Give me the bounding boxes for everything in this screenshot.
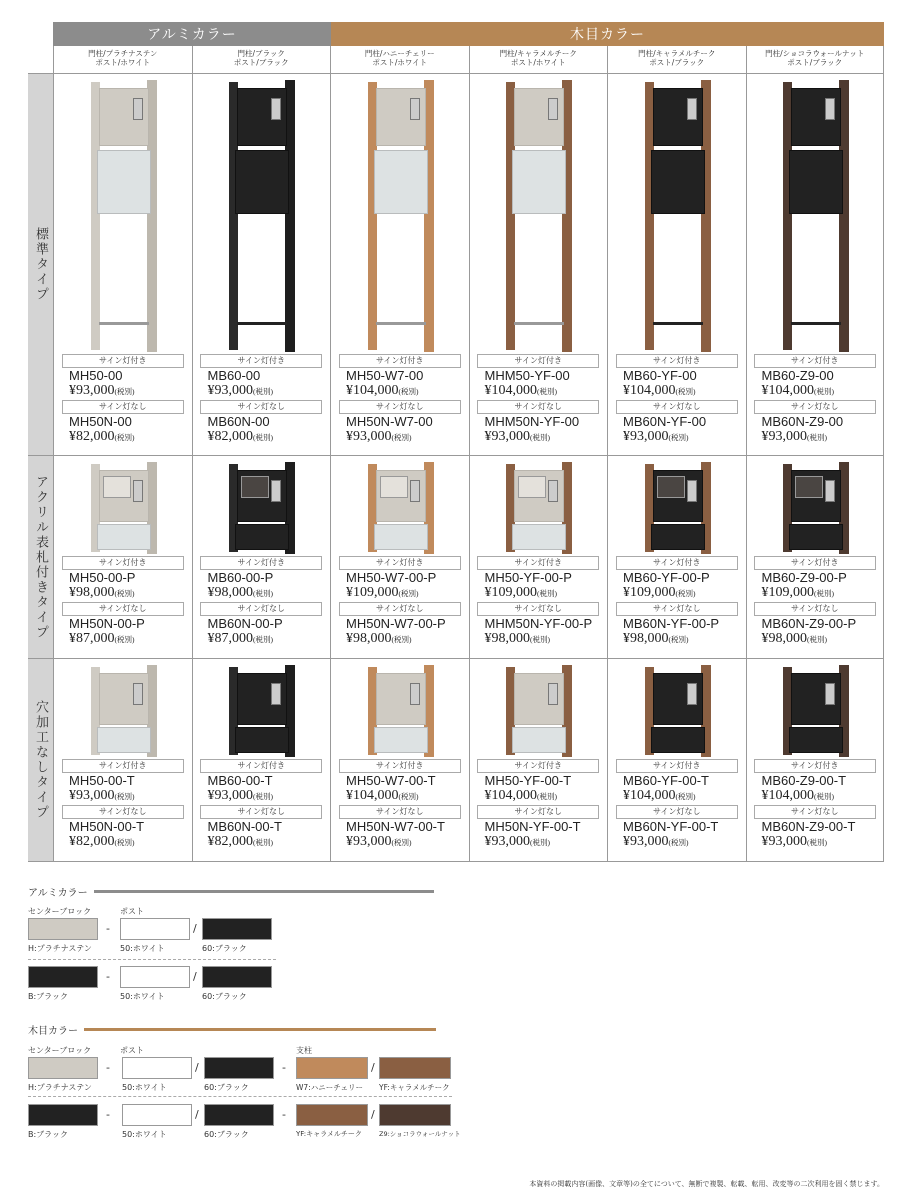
model-number: MB60-YF-00-P (623, 570, 710, 585)
model-number: MB60N-Z9-00-T (761, 819, 856, 834)
tax-note: (税別) (391, 838, 412, 847)
product-cell (330, 456, 469, 658)
model-number: MB60-00-P (207, 570, 274, 585)
no-sign-light-tag: サイン灯なし (62, 400, 184, 414)
platinum-label: H:プラチナステン (28, 944, 92, 953)
alu-legend-title: アルミカラー (28, 888, 88, 899)
sign-light-tag: サイン灯付き (339, 759, 461, 773)
model-number: MB60N-00-P (207, 616, 283, 631)
tax-note: (税別) (391, 635, 412, 644)
no-sign-light-tag: サイン灯なし (339, 400, 461, 414)
model-number: MH50-W7-00-P (346, 570, 437, 585)
black-label: 60:ブラック (202, 992, 247, 1001)
white-swatch (120, 918, 190, 940)
sign-light-tag: サイン灯付き (62, 759, 184, 773)
tax-note: (税別) (530, 838, 550, 847)
tax-note: (税別) (114, 838, 135, 847)
sign-light-tag: サイン灯付き (62, 354, 184, 368)
product-section (28, 74, 884, 456)
model-number: MH50-W7-00 (346, 368, 424, 383)
no-sign-light-tag: サイン灯なし (200, 805, 322, 819)
tax-note: (税別) (814, 589, 834, 598)
model-number: MB60N-YF-00-T (623, 819, 719, 834)
black-swatch (202, 918, 272, 940)
model-number: MH50-W7-00-T (346, 773, 436, 788)
model-number: MB60-Z9-00 (761, 368, 834, 383)
price: ¥93,000(税別) (484, 834, 550, 849)
tax-note: (税別) (253, 433, 273, 442)
tax-note: (税別) (114, 635, 135, 644)
model-number: MB60-00 (207, 368, 261, 383)
model-number: MB60N-Z9-00 (761, 414, 844, 429)
tax-note: (税別) (807, 433, 827, 442)
gate-post-image (773, 74, 857, 354)
no-sign-light-tag: サイン灯なし (477, 602, 599, 616)
gate-post-image (635, 456, 719, 556)
product-cell (607, 659, 746, 861)
pillar-label: 支柱 (296, 1046, 312, 1055)
product-cell (53, 659, 192, 861)
product-cell (746, 659, 885, 861)
model-number: MB60N-00-T (207, 819, 282, 834)
price: ¥104,000(税別) (623, 383, 696, 398)
model-number: MB60-Z9-00-P (761, 570, 847, 585)
sign-light-tag: サイン灯付き (477, 354, 599, 368)
price: ¥104,000(税別) (484, 788, 557, 803)
sign-light-tag: サイン灯付き (616, 556, 738, 570)
price: ¥98,000(税別) (207, 585, 273, 600)
tax-note: (税別) (668, 635, 689, 644)
product-cell (746, 456, 885, 658)
tax-note: (税別) (253, 589, 273, 598)
price: ¥93,000(税別) (346, 834, 412, 849)
variant-header: 門柱/ブラック ポスト/ブラック (192, 46, 331, 73)
center-block-label: センターブロック (28, 907, 92, 916)
model-number: MB60N-YF-00 (623, 414, 707, 429)
gate-post-image (358, 456, 442, 556)
price: ¥87,000(税別) (207, 631, 273, 646)
model-number: MH50N-00-P (69, 616, 145, 631)
gate-post-image (635, 74, 719, 354)
sign-light-tag: サイン灯付き (62, 556, 184, 570)
sign-light-tag: サイン灯付き (339, 556, 461, 570)
product-section (28, 659, 884, 862)
price: ¥93,000(税別) (346, 429, 412, 444)
variant-header: 門柱/ショコラウォールナット ポスト/ブラック (746, 46, 885, 73)
no-sign-light-tag: サイン灯なし (477, 400, 599, 414)
tax-note: (税別) (398, 387, 419, 396)
product-cell (607, 456, 746, 658)
gate-post-image (773, 456, 857, 556)
post-label: ポスト (120, 907, 144, 916)
gate-post-image (81, 74, 165, 354)
tax-note: (税別) (675, 792, 696, 801)
tax-note: (税別) (398, 792, 419, 801)
price: ¥93,000(税別) (207, 788, 273, 803)
model-number: MH50-YF-00-P (484, 570, 572, 585)
price: ¥93,000(税別) (207, 383, 273, 398)
tax-note: (税別) (253, 635, 273, 644)
model-number: MB60-00-T (207, 773, 273, 788)
white-label: 50:ホワイト (120, 992, 165, 1001)
black-swatch (28, 966, 98, 988)
gate-post-image (219, 74, 303, 354)
price: ¥87,000(税別) (69, 631, 135, 646)
wood-legend-title: 木目カラー (28, 1026, 78, 1037)
post-label: ポスト (120, 1046, 144, 1055)
no-sign-light-tag: サイン灯なし (200, 602, 322, 616)
gate-post-image (496, 456, 580, 556)
color-header-row (28, 22, 884, 46)
tax-note: (税別) (807, 838, 827, 847)
no-sign-light-tag: サイン灯なし (477, 805, 599, 819)
gate-post-image (358, 74, 442, 354)
white-swatch (122, 1057, 192, 1079)
section-label (28, 659, 53, 861)
gate-post-image (496, 659, 580, 759)
model-number: MH50N-W7-00-T (346, 819, 445, 834)
price: ¥93,000(税別) (623, 834, 689, 849)
tax-note: (税別) (537, 589, 557, 598)
section-label-text: 穴加工なしタイプ (33, 700, 48, 820)
tax-note: (税別) (114, 792, 135, 801)
price: ¥104,000(税別) (761, 383, 834, 398)
product-section (28, 456, 884, 659)
model-number: MHM50N-YF-00-P (484, 616, 593, 631)
price: ¥93,000(税別) (484, 429, 550, 444)
tax-note: (税別) (814, 792, 834, 801)
tax-note: (税別) (114, 387, 135, 396)
price: ¥93,000(税別) (761, 834, 827, 849)
price: ¥93,000(税別) (69, 383, 135, 398)
black-label: 60:ブラック (204, 1130, 249, 1139)
price: ¥93,000(税別) (761, 429, 827, 444)
price: ¥93,000(税別) (623, 429, 689, 444)
no-sign-light-tag: サイン灯なし (62, 805, 184, 819)
price: ¥82,000(税別) (207, 834, 273, 849)
caramel-teak-label: YF:キャラメルチーク (379, 1083, 450, 1092)
sign-light-tag: サイン灯付き (200, 759, 322, 773)
price: ¥98,000(税別) (484, 631, 550, 646)
product-cell (330, 74, 469, 455)
no-sign-light-tag: サイン灯なし (754, 805, 876, 819)
platinum-label: H:プラチナステン (28, 1083, 92, 1092)
sign-light-tag: サイン灯付き (200, 354, 322, 368)
price: ¥82,000(税別) (69, 834, 135, 849)
tax-note: (税別) (814, 387, 834, 396)
no-sign-light-tag: サイン灯なし (616, 602, 738, 616)
price: ¥104,000(税別) (484, 383, 557, 398)
model-number: MH50N-00 (69, 414, 132, 429)
no-sign-light-tag: サイン灯なし (754, 602, 876, 616)
variant-header: 門柱/ハニーチェリー ポスト/ホワイト (330, 46, 469, 73)
tax-note: (税別) (537, 792, 557, 801)
platinum-swatch (28, 1057, 98, 1079)
black-swatch (204, 1104, 274, 1126)
price: ¥82,000(税別) (69, 429, 135, 444)
tax-note: (税別) (391, 433, 412, 442)
variant-header: 門柱/プラチナステン ポスト/ホワイト (53, 46, 192, 73)
white-label: 50:ホワイト (122, 1130, 167, 1139)
price: ¥109,000(税別) (623, 585, 696, 600)
model-number: MH50N-W7-00-P (346, 616, 446, 631)
model-number: MB60-YF-00 (623, 368, 697, 383)
black-label: 60:ブラック (204, 1083, 249, 1092)
model-number: MH50-00-T (69, 773, 135, 788)
tax-note: (税別) (114, 433, 135, 442)
product-cell (192, 456, 331, 658)
gate-post-image (635, 659, 719, 759)
white-label: 50:ホワイト (122, 1083, 167, 1092)
black-b-label: B:ブラック (28, 1130, 69, 1139)
sign-light-tag: サイン灯付き (477, 556, 599, 570)
gate-post-image (358, 659, 442, 759)
model-number: MH50-00-P (69, 570, 136, 585)
no-sign-light-tag: サイン灯なし (339, 805, 461, 819)
alu-color-header: アルミカラー (53, 22, 331, 46)
gate-post-image (81, 456, 165, 556)
caramel-teak-label: YF:キャラメルチーク (296, 1130, 362, 1138)
black-swatch (202, 966, 272, 988)
honey-cherry-label: W7:ハニーチェリー (296, 1083, 363, 1092)
model-number: MB60-YF-00-T (623, 773, 709, 788)
variant-header-row (28, 46, 884, 74)
model-number: MH50-00 (69, 368, 123, 383)
price: ¥109,000(税別) (484, 585, 557, 600)
price: ¥104,000(税別) (346, 383, 419, 398)
platinum-swatch (28, 918, 98, 940)
price: ¥104,000(税別) (623, 788, 696, 803)
black-swatch (28, 1104, 98, 1126)
price: ¥104,000(税別) (346, 788, 419, 803)
tax-note: (税別) (398, 589, 419, 598)
center-block-label: センターブロック (28, 1046, 92, 1055)
no-sign-light-tag: サイン灯なし (754, 400, 876, 414)
tax-note: (税別) (537, 387, 557, 396)
model-number: MB60-Z9-00-T (761, 773, 847, 788)
section-label (28, 456, 53, 658)
price: ¥109,000(税別) (761, 585, 834, 600)
product-cell (192, 74, 331, 455)
no-sign-light-tag: サイン灯なし (616, 805, 738, 819)
chocolate-walnut-swatch (379, 1104, 451, 1126)
product-cell (469, 659, 608, 861)
sign-light-tag: サイン灯付き (477, 759, 599, 773)
price: ¥104,000(税別) (761, 788, 834, 803)
no-sign-light-tag: サイン灯なし (616, 400, 738, 414)
gate-post-image (81, 659, 165, 759)
variant-header: 門柱/キャラメルチーク ポスト/ホワイト (469, 46, 608, 73)
model-number: MB60N-YF-00-P (623, 616, 720, 631)
price: ¥98,000(税別) (346, 631, 412, 646)
white-label: 50:ホワイト (120, 944, 165, 953)
sign-light-tag: サイン灯付き (339, 354, 461, 368)
no-sign-light-tag: サイン灯なし (62, 602, 184, 616)
copyright-notice: 本資料の掲載内容(画像、文章等)の全てについて、無断で複製、転載、転用、改変等の二次利用を固く禁じます。 (529, 1180, 884, 1188)
no-sign-light-tag: サイン灯なし (200, 400, 322, 414)
price: ¥98,000(税別) (69, 585, 135, 600)
model-number: MHM50-YF-00 (484, 368, 570, 383)
price: ¥98,000(税別) (623, 631, 689, 646)
sign-light-tag: サイン灯付き (200, 556, 322, 570)
tax-note: (税別) (530, 635, 550, 644)
product-cell (469, 74, 608, 455)
product-cell (746, 74, 885, 455)
price: ¥109,000(税別) (346, 585, 419, 600)
product-cell (192, 659, 331, 861)
no-sign-light-tag: サイン灯なし (339, 602, 461, 616)
gate-post-image (773, 659, 857, 759)
tax-note: (税別) (668, 433, 689, 442)
model-number: MB60N-00 (207, 414, 270, 429)
wood-color-legend: 木目カラー センターブロック ポスト 支柱 - / - / H:プラチナステン 50:ホワイト 60:ブラック W7:ハニーチェリー YF:キャラメルチーク - / - / B:ブラック 50:ホワイト 60:ブラック YF:キャラメルチーク Z9:ショコラウォールナット (28, 1022, 458, 1142)
honey-cherry-swatch (296, 1057, 368, 1079)
price: ¥93,000(税別) (69, 788, 135, 803)
section-label (28, 74, 53, 455)
sign-light-tag: サイン灯付き (616, 354, 738, 368)
black-b-label: B:ブラック (28, 992, 69, 1001)
variant-header: 門柱/キャラメルチーク ポスト/ブラック (607, 46, 746, 73)
gate-post-image (219, 456, 303, 556)
tax-note: (税別) (675, 589, 696, 598)
sign-light-tag: サイン灯付き (754, 759, 876, 773)
white-swatch (122, 1104, 192, 1126)
sign-light-tag: サイン灯付き (754, 556, 876, 570)
model-number: MB60N-Z9-00-P (761, 616, 857, 631)
product-cell (53, 456, 192, 658)
product-cell (469, 456, 608, 658)
tax-note: (税別) (807, 635, 827, 644)
gate-post-image (219, 659, 303, 759)
tax-note: (税別) (253, 838, 273, 847)
model-number: MH50-YF-00-T (484, 773, 572, 788)
section-label-text: アクリル表札付きタイプ (33, 474, 48, 640)
price: ¥82,000(税別) (207, 429, 273, 444)
model-number: MH50N-W7-00 (346, 414, 433, 429)
caramel-teak-swatch (296, 1104, 368, 1126)
tax-note: (税別) (114, 589, 135, 598)
price: ¥98,000(税別) (761, 631, 827, 646)
product-cell (330, 659, 469, 861)
section-label-text: 標準タイプ (33, 227, 48, 302)
white-swatch (120, 966, 190, 988)
caramel-teak-swatch (379, 1057, 451, 1079)
black-label: 60:ブラック (202, 944, 247, 953)
tax-note: (税別) (253, 792, 273, 801)
sign-light-tag: サイン灯付き (754, 354, 876, 368)
product-cell (607, 74, 746, 455)
black-swatch (204, 1057, 274, 1079)
alu-color-legend: アルミカラー センターブロック ポスト - / H:プラチナステン 50:ホワイト 60:ブラック - / B:ブラック 50:ホワイト 60:ブラック (28, 884, 458, 1004)
model-number: MH50N-00-T (69, 819, 145, 834)
model-number: MH50N-YF-00-T (484, 819, 581, 834)
tax-note: (税別) (530, 433, 550, 442)
gate-post-image (496, 74, 580, 354)
tax-note: (税別) (253, 387, 273, 396)
tax-note: (税別) (675, 387, 696, 396)
wood-color-header: 木目カラー (331, 22, 884, 46)
product-cell (53, 74, 192, 455)
product-table (28, 22, 884, 862)
model-number: MHM50N-YF-00 (484, 414, 580, 429)
sign-light-tag: サイン灯付き (616, 759, 738, 773)
tax-note: (税別) (668, 838, 689, 847)
chocolate-walnut-label: Z9:ショコラウォールナット (379, 1130, 461, 1138)
